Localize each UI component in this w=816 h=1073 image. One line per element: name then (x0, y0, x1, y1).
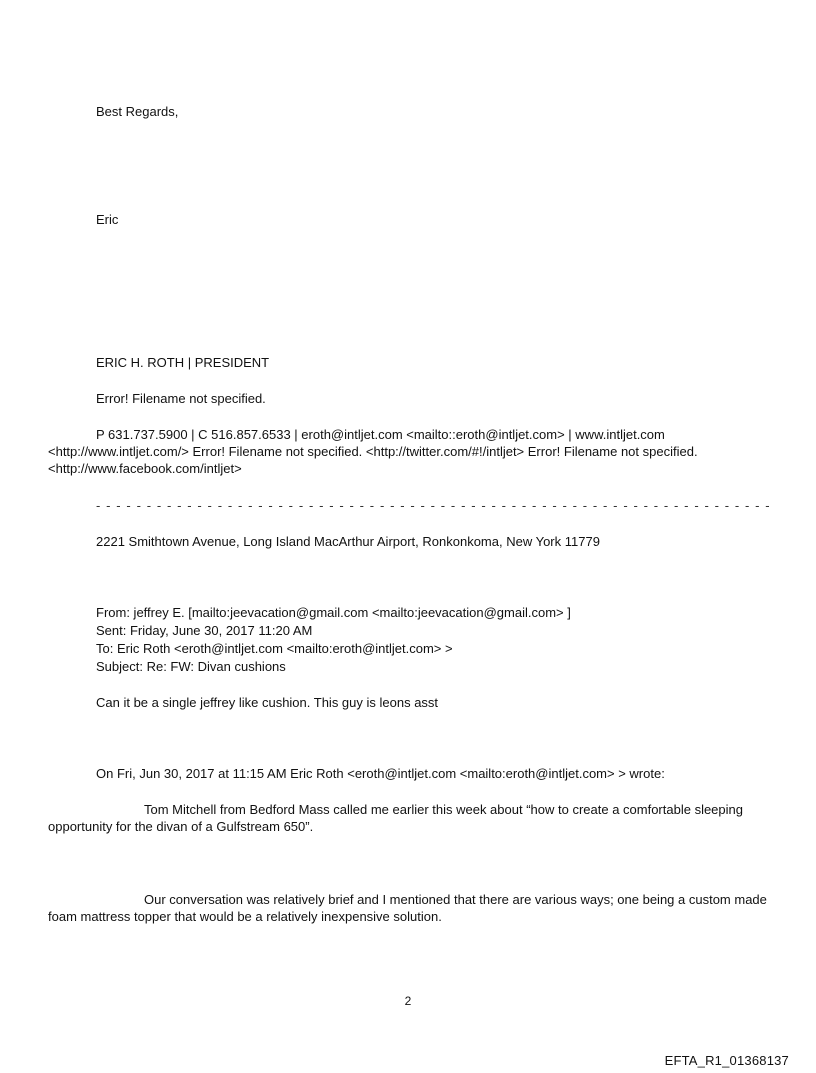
quoted-paragraph (48, 801, 778, 835)
quoted-paragraph-text: Our conversation was relatively brief and I mentioned that there are various ways; one being a custom made foam mattress topper that would be a relatively inexpensive solution. (48, 892, 767, 924)
signature-contact-line: <http://www.intljet.com/> Error! Filename not specified. <http://twitter.com/#!/intljet> Error! Filename not specified. (48, 444, 698, 459)
signature-contact-line: P 631.737.5900 | C 516.857.6533 | eroth@intljet.com <mailto::eroth@intljet.com> | www.intljet.com (96, 427, 665, 442)
page-number: 2 (404, 994, 412, 1008)
email-sent: Sent: Friday, June 30, 2017 11:20 AM (96, 623, 313, 638)
signature-title: ERIC H. ROTH | PRESIDENT (96, 355, 270, 370)
quoted-paragraph (48, 891, 778, 925)
closing-text: Best Regards, (96, 104, 179, 119)
signature-contact-line: <http://www.facebook.com/intljet> (48, 461, 242, 476)
signature-address: 2221 Smithtown Avenue, Long Island MacArthur Airport, Ronkonkoma, New York 11779 (96, 534, 600, 549)
email-from: From: jeffrey E. [mailto:jeevacation@gmail.com <mailto:jeevacation@gmail.com> ] (96, 605, 571, 620)
quoted-attribution: On Fri, Jun 30, 2017 at 11:15 AM Eric Roth <eroth@intljet.com <mailto:eroth@intljet.com> > wrote: (96, 766, 665, 781)
separator-line: - - - - - - - - - - - - - - - - - - - - - - - - - - - - - - - - - - - - - - - - - - - - - - - - - - - - - - - - - - - - - - - - - - - (96, 498, 771, 513)
bates-number: EFTA_R1_01368137 (664, 1053, 789, 1068)
email-to: To: Eric Roth <eroth@intljet.com <mailto:eroth@intljet.com> > (96, 641, 453, 656)
quoted-paragraph-text: Tom Mitchell from Bedford Mass called me earlier this week about “how to create a comfortable sleeping opportunity for the divan of a Gulfstream 650”. (48, 802, 743, 834)
reply-body: Can it be a single jeffrey like cushion. This guy is leons asst (96, 695, 439, 710)
signature-image-error: Error! Filename not specified. (96, 391, 266, 406)
sender-name: Eric (96, 212, 119, 227)
email-subject: Subject: Re: FW: Divan cushions (96, 659, 286, 674)
